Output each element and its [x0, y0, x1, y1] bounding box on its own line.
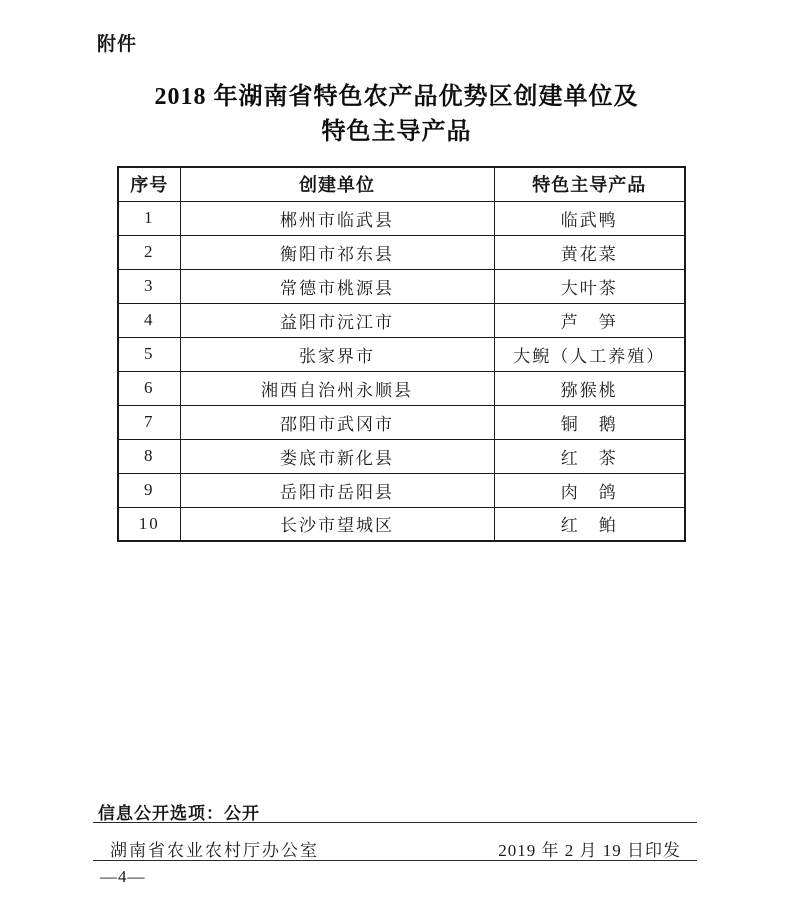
cell-unit: 长沙市望城区 — [180, 507, 494, 541]
products-table — [117, 166, 686, 542]
cell-index: 6 — [118, 371, 180, 405]
cell-product: 大叶茶 — [494, 269, 685, 303]
cell-product: 红 鲌 — [494, 507, 685, 541]
cell-unit: 湘西自治州永顺县 — [180, 371, 494, 405]
issuing-office: 湖南省农业农村厅办公室 — [110, 841, 319, 860]
table-body — [118, 201, 685, 541]
cell-index: 5 — [118, 337, 180, 371]
document-title-line1: 2018 年湖南省特色农产品优势区创建单位及 — [154, 84, 639, 110]
cell-index: 1 — [118, 201, 180, 235]
cell-unit: 娄底市新化县 — [180, 439, 494, 473]
cell-unit: 衡阳市祁东县 — [180, 235, 494, 269]
cell-product: 黄花菜 — [494, 235, 685, 269]
header-product: 特色主导产品 — [494, 167, 685, 201]
cell-product: 大鲵（人工养殖） — [494, 337, 685, 371]
cell-unit: 常德市桃源县 — [180, 269, 494, 303]
cell-product: 铜 鹅 — [494, 405, 685, 439]
page-number: —4— — [100, 867, 146, 886]
table-row — [118, 201, 685, 235]
cell-index: 4 — [118, 303, 180, 337]
cell-product: 肉 鸽 — [494, 473, 685, 507]
cell-product: 芦 笋 — [494, 303, 685, 337]
table-row — [118, 269, 685, 303]
header-index: 序号 — [118, 167, 180, 201]
table-row — [118, 405, 685, 439]
cell-unit: 张家界市 — [180, 337, 494, 371]
table-header-row — [118, 167, 685, 201]
document-title — [0, 80, 793, 150]
header-unit: 创建单位 — [180, 167, 494, 201]
cell-index: 8 — [118, 439, 180, 473]
issuer-row — [93, 836, 697, 861]
cell-index: 7 — [118, 405, 180, 439]
cell-unit: 邵阳市武冈市 — [180, 405, 494, 439]
table-row — [118, 439, 685, 473]
cell-product: 猕猴桃 — [494, 371, 685, 405]
table-row — [118, 235, 685, 269]
cell-index: 10 — [118, 507, 180, 541]
trailer-divider-bottom — [93, 860, 697, 861]
table-row — [118, 371, 685, 405]
cell-index: 9 — [118, 473, 180, 507]
cell-unit: 郴州市临武县 — [180, 201, 494, 235]
disclosure-option: 信息公开选项：公开 — [98, 804, 260, 823]
table-row — [118, 507, 685, 541]
cell-index: 3 — [118, 269, 180, 303]
attachment-label: 附件 — [97, 34, 138, 55]
table-row — [118, 303, 685, 337]
cell-product: 红 茶 — [494, 439, 685, 473]
trailer-divider-top — [93, 822, 697, 823]
print-date: 2019 年 2 月 19 日印发 — [498, 841, 681, 860]
table-row — [118, 473, 685, 507]
table-row — [118, 337, 685, 371]
cell-product: 临武鸭 — [494, 201, 685, 235]
cell-unit: 岳阳市岳阳县 — [180, 473, 494, 507]
cell-unit: 益阳市沅江市 — [180, 303, 494, 337]
cell-index: 2 — [118, 235, 180, 269]
document-title-line2: 特色主导产品 — [321, 119, 472, 145]
